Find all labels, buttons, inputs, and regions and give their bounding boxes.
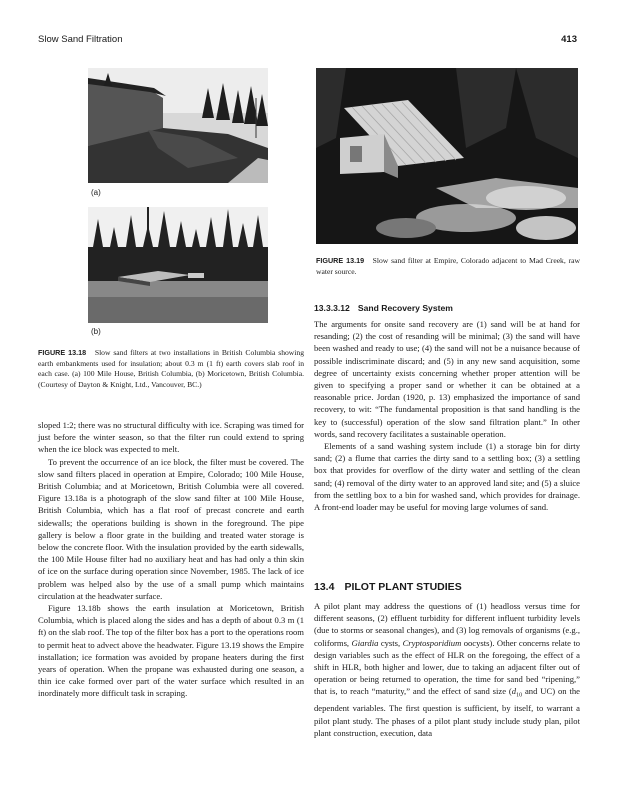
paragraph: sloped 1:2; there was no structural difficulty with ice. Scraping was timed for just before the winter season, so that the filter run could extend to spring when the ice block was expected to melt. (38, 420, 304, 455)
figure-13-19-caption (316, 256, 580, 277)
figure-13-19-photo (316, 68, 578, 244)
figure-13-18-caption-text: Slow sand filters at two installations in British Columbia showing earth embankments used for insulation; about 0.3 m (1 ft) earth covers slab roof in each case. (a) 100 Mile House, British Columbia, (b) Moricetown, British Columbia. (Courtesy of Dayton & Knight, Ltd., Vancouver, BC.) (38, 348, 304, 389)
figure-13-18a-photo (88, 68, 268, 183)
figure-13-18-caption-label: FIGURE 13.18 (38, 348, 87, 357)
figure-13-18-caption (38, 348, 304, 390)
left-column-body (38, 419, 304, 700)
figure-13-18b-label: (b) (91, 327, 101, 336)
section-13-3-3-12-heading (314, 303, 453, 313)
section-title: Sand Recovery System (357, 303, 453, 313)
section-number: 13.4 (314, 581, 335, 593)
section-13-4-heading (314, 581, 462, 593)
running-title: Slow Sand Filtration (38, 34, 123, 45)
paragraph: To prevent the occurrence of an ice block, the filter must be covered. The slow sand filters placed in operation at Empire, Colorado; 100 Mile House, British Columbia; and at Moricetown, British Columbia were all covered. Figure 13.18a is a photograph of the slow sand filter at 100 Mile House, British Columbia, which has a flat roof of precast concrete and earth sidewalls; the operations building is shown in the foreground. The pipe gallery is below a floor grate in the building and treated water storage is below the concrete floor. With the insulation provided by the earth sidewalls, the 100 Mile House filter had no auxiliary heat and has had only a thin skin of ice on the surface during operation since November, 1985. The lack of ice problem was helped also by the use of a small pump which maintains circulation at the headwater surface. (38, 456, 304, 601)
paragraph: Elements of a sand washing system include (1) a storage bin for dirty sand; (2) a flume that carries the dirty sand to a settling box; (3) a settling box that provides for overflow of the dirty water and settling of the clean sand; (4) removal of the dirty water to an approved land site; and (5) a sluice from the settling box to a bin for washed sand, which provides for drainage. A front-end loader may be useful for moving large volumes of sand. (314, 441, 580, 513)
section-title: PILOT PLANT STUDIES (344, 581, 462, 593)
figure-13-19-caption-label: FIGURE 13.19 (316, 256, 365, 265)
page-number: 413 (561, 34, 577, 45)
figure-13-18a-label: (a) (91, 188, 101, 197)
paragraph: Figure 13.18b shows the earth insulation at Moricetown, British Columbia, which is placed along the sides and has a depth of about 0.3 m (1 ft) on the slab roof. The top of the filter box has a port to the operations room to permit heat to advect above the headwater. Figure 13.19 shows the Empire installation; ice formation was avoided by propane heaters during the first years of operation. When the propane was exhausted during one season, a thin ice cake formed over part of the water surface which resulted in an inordinately more difficult task in scraping. (38, 603, 304, 699)
d10-symbol: d (511, 686, 517, 697)
figure-13-19-caption-text: Slow sand filter at Empire, Colorado adjacent to Mad Creek, raw water source. (316, 256, 580, 276)
paragraph: A pilot plant may address the questions of (1) headloss versus time for different seasons, (2) effluent turbidity for different influent turbidity levels (due to storms or seasonal changes), and (3) log removals of organisms (e.g., coliforms, Giardia cysts, Cryptosporidium oocysts). Other concerns relate to design variables such as the effect of HLR on the foregoing, the effect of a shift in HLR, both higher and lower, due to taking an adjacent filter out of operation or being returned to operation, the time for sand bed “ripening,” that is, to reach “maturity,” and the effect of sand size ($d_{10}$ and UC) on the dependent variables. The first question is sufficient, by itself, to warrant a pilot plant study. The phases of a pilot plant study include study plan, pilot plant construction, execution, data (314, 601, 581, 738)
paragraph: The arguments for onsite sand recovery are (1) sand will be at hand for resanding; (2) the cost of resanding will be minimal; (3) the sand will have been washed and ready to use; (4) the sand will not be a nuisance because of possible indiscriminate discard; and (5) in any new sand acquisition, some degree of uncertainty exists concerning whether proper attention will be given to specifying a proper sand or whether it can be obtained at a reasonable price. Jordan (1920, p. 13) emphasized the importance of sand recovery, to wit: “The fundamental proposition is that sand handling is the key to (successful) operation of the slow sand filtration plant.” In other words, sand recovery facilitates a sustainable operation. (314, 319, 580, 439)
giardia-term: Giardia (351, 637, 379, 648)
cryptosporidium-term: Cryptosporidium (402, 637, 462, 648)
figure-13-18b-photo (88, 207, 268, 323)
section-13-4-body (314, 600, 580, 739)
section-13-3-3-12-body (314, 318, 580, 513)
section-number: 13.3.3.12 (314, 303, 350, 313)
